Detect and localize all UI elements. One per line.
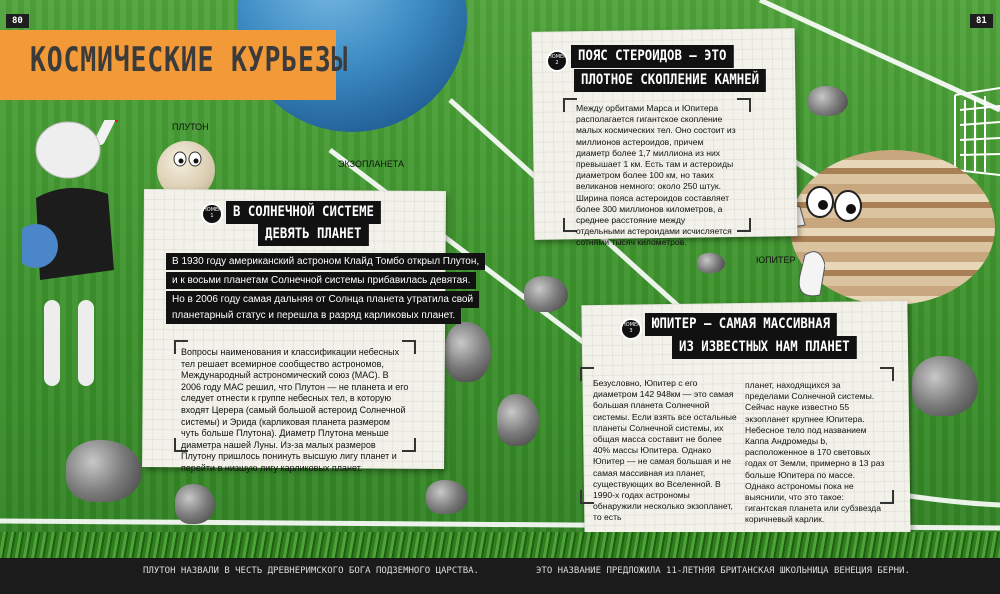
label-jupiter: ЮПИТЕР (756, 255, 796, 265)
footer-left-caption: ПЛУТОН НАЗВАЛИ В ЧЕСТЬ ДРЕВНЕРИМСКОГО БОГА ПОДЗЕМНОГО ЦАРСТВА. (143, 566, 479, 576)
fact-2-body: Между орбитами Марса и Юпитера располагается гигантское скопление малых космических тел. Оно состоит из миллионов астероидов, причем диаметр более 1,7 миллиона из них превышает 1 км. Есть там и астероиды диаметром более 100 км, но таких великанов немного: около 250 штук. Ширина пояса астероидов составляет более 300 миллионов километров, а среднее расстояние между отдельными астероидами исчисляется сотнями тысяч километров. (576, 103, 736, 248)
corner-bracket (880, 367, 894, 381)
fact-1-lead-line: планетарный статус и перешла в разряд карликовых планет. (166, 307, 461, 324)
page-title: КОСМИЧЕСКИЕ КУРЬЕЗЫ (30, 40, 349, 80)
label-pluto: ПЛУТОН (172, 122, 209, 132)
corner-bracket (737, 98, 751, 112)
asteroid-rock (697, 253, 725, 273)
fact-1-heading-line2: ДЕВЯТЬ ПЛАНЕТ (258, 223, 369, 246)
fact-3-body-col2: планет, находящихся за пределами Солнечной системы. Сейчас науке известно 55 экзопланет крупнее Юпитера. Небесное тело под названием Каппа Андромеды b, расположенное в 170 световых годах от Земли, примерно в 13 раз больше Юпитера по массе. Однако астрономы пока не выяснили, что это такое: гигантская планета или субзвезда коричневый карлик. (745, 380, 885, 525)
fact-1-lead-line: и к восьми планетам Солнечной системы прибавилась девятая. (166, 272, 476, 289)
asteroid-rock (497, 394, 539, 446)
fact-2-heading-line2: ПЛОТНОЕ СКОПЛЕНИЕ КАМНЕЙ (574, 69, 766, 92)
footer-bar (0, 558, 1000, 594)
fact-1-lead-line: Но в 2006 году самая дальняя от Солнца планета утратила свой (166, 291, 479, 308)
fact-3-body-col1: Безусловно, Юпитер с его диаметром 142 948км — это самая большая планета Солнечной системы. Если взять все остальные планеты Солнечной системы, их общая масса составит не более 40% массы Юпитера. Однако Юпитер — не самая большая и не самая массивная из планет, существующих во Вселенной. В 1990-х годах астрономы обнаружили несколько экзопланет, то есть (593, 378, 737, 523)
corner-bracket (580, 367, 594, 381)
asteroid-rock (175, 484, 215, 524)
footer-right-caption: ЭТО НАЗВАНИЕ ПРЕДЛОЖИЛА 11-ЛЕТНЯЯ БРИТАНСКАЯ ШКОЛЬНИЦА ВЕНЕЦИЯ БЕРНИ. (536, 566, 910, 576)
asteroid-rock (66, 440, 142, 502)
asteroid-rock (426, 480, 468, 514)
asteroid-rock (912, 356, 978, 416)
asteroid-rock (524, 276, 568, 312)
fact-3-heading-line2: ИЗ ИЗВЕСТНЫХ НАМ ПЛАНЕТ (672, 336, 857, 359)
corner-bracket (737, 218, 751, 232)
fact-3-heading-line1: ЮПИТЕР — САМАЯ МАССИВНАЯ (645, 313, 837, 336)
fact-number-3: НОМЕР 3 (620, 318, 642, 340)
corner-bracket (563, 218, 577, 232)
fact-2-heading-line1: ПОЯС СТЕРОИДОВ — ЭТО (571, 45, 733, 68)
fact-1-lead-line: В 1930 году американский астроном Клайд Томбо открыл Плутон, (166, 253, 485, 270)
fact-1-body: Вопросы наименования и классификации небесных тел решает всемирное сообщество астрономов, Международный астрономический союз (МАС). В 2006 году МАС решил, что Плутон — не планета и его следует отнести к группе небесных тел, в которую входят Церера (самый большой астероид Солнечной системы) и Эрида (карликовая планета размером чуть больше Плутона). Диаметр Плутона меньше диаметра нашей Луны. Из-за малых размеров Плутону пришлось понинуть высшую лигу планет и перейти в низшую лигу карликовых планет. (181, 347, 409, 473)
asteroid-rock (808, 86, 848, 116)
page-number-right: 81 (970, 14, 993, 28)
fact-number-2: НОМЕР 2 (546, 50, 568, 72)
label-exoplanet: ЭКЗОПЛАНЕТА (338, 159, 405, 169)
asteroid-rock (445, 322, 491, 382)
fact-1-heading-line1: В СОЛНЕЧНОЙ СИСТЕМЕ (226, 201, 381, 224)
corner-bracket (563, 98, 577, 112)
referee-figure (22, 120, 118, 400)
corner-bracket (580, 490, 594, 504)
page-number-left: 80 (6, 14, 29, 28)
fact-number-1: НОМЕР 1 (201, 203, 223, 225)
